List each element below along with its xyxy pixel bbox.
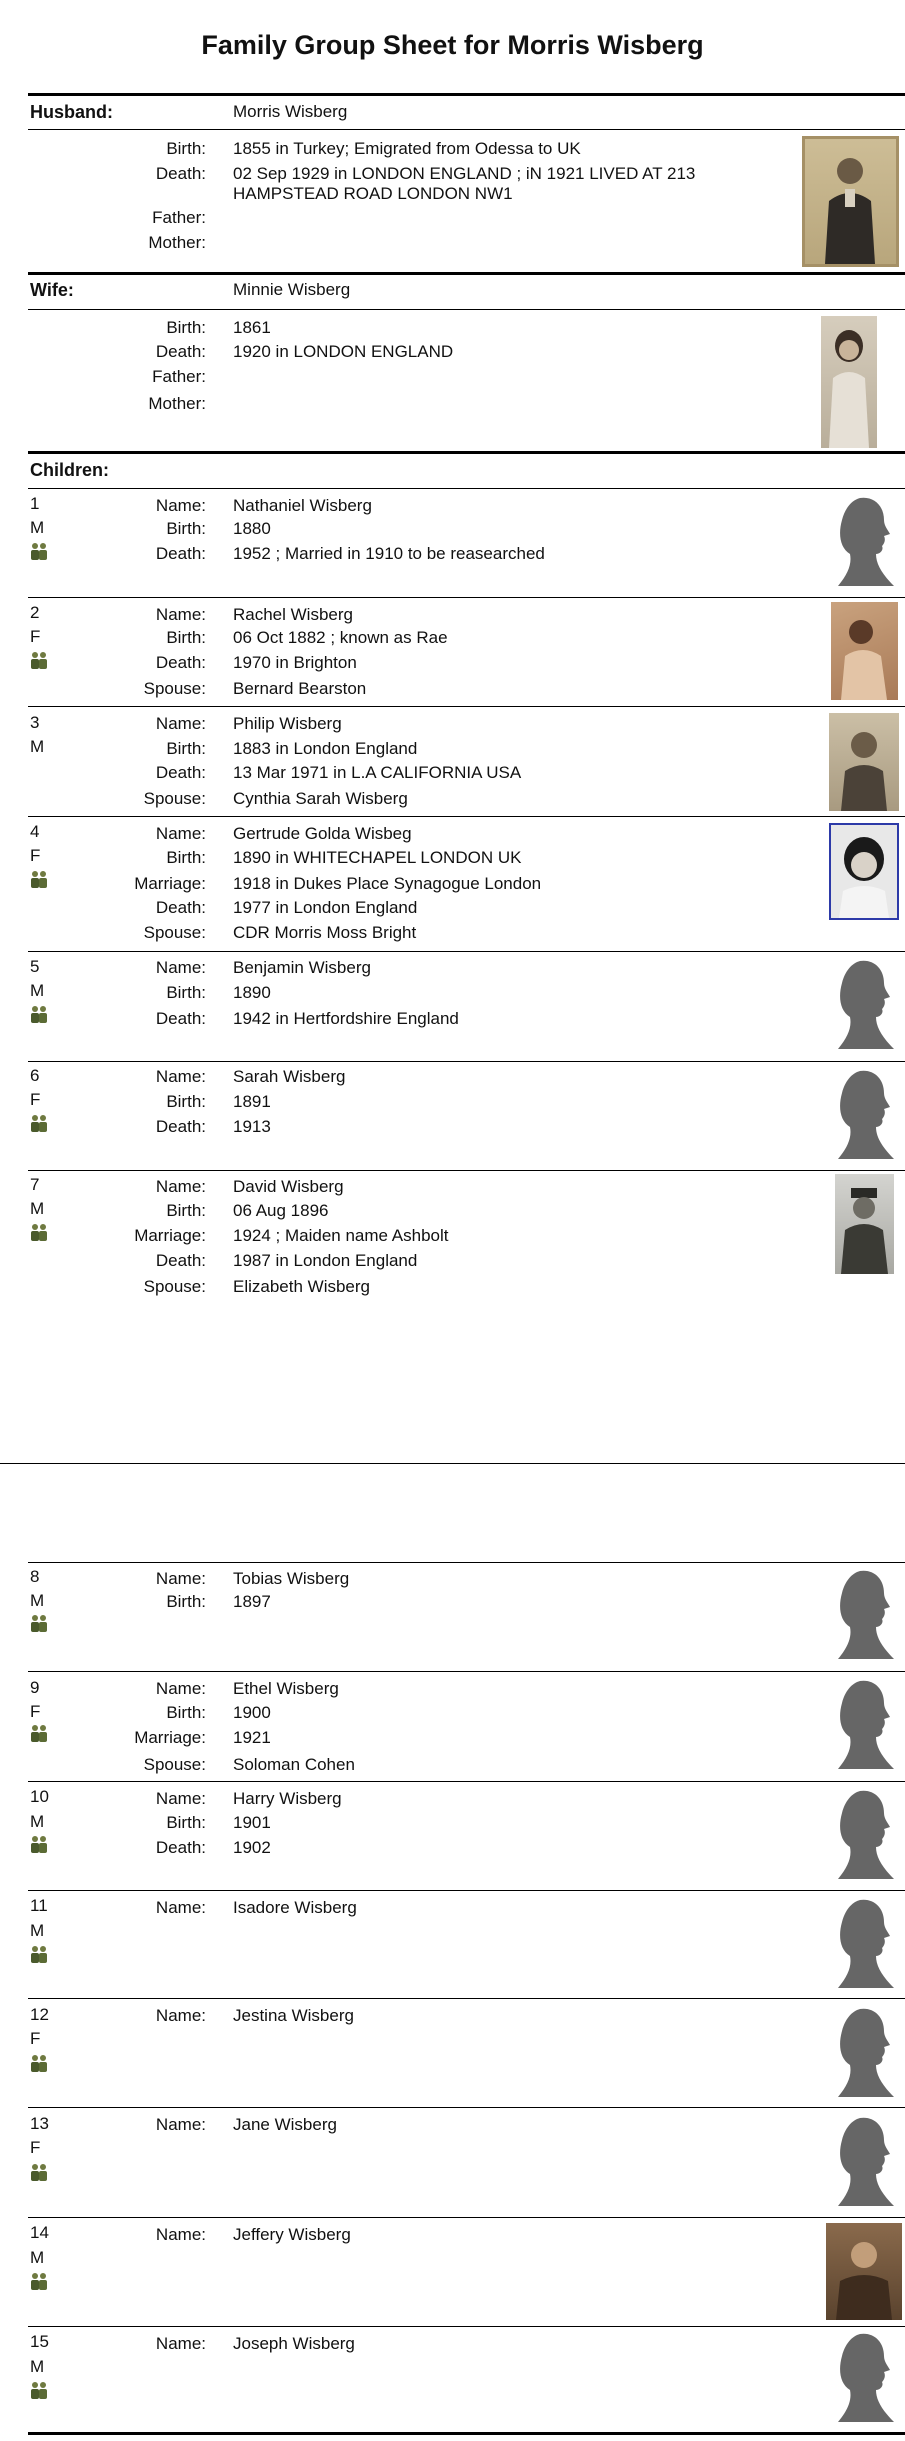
child-birth: 1883 in London England [233, 739, 418, 758]
child-sex: M [30, 2357, 45, 2376]
field-label: Death: [155, 898, 206, 917]
child-name: Isadore Wisberg [233, 1898, 357, 1917]
husband-death-line2: HAMPSTEAD ROAD LONDON NW1 [233, 184, 513, 203]
divider [28, 1170, 905, 1171]
child-name: Rachel Wisberg [233, 605, 353, 624]
field-label: Name: [155, 2006, 206, 2025]
silhouette-icon [832, 1787, 898, 1883]
child-sex: M [30, 981, 45, 1000]
silhouette-icon [832, 1677, 898, 1773]
field-label: Marriage: [134, 1728, 206, 1747]
field-label: Death: [155, 1009, 206, 1028]
children-label: Children: [30, 460, 109, 480]
field-label: Birth: [166, 1813, 206, 1832]
child-birth: 06 Aug 1896 [233, 1201, 329, 1220]
field-label: Spouse: [143, 923, 206, 942]
child-photo [831, 602, 898, 700]
divider [28, 1562, 905, 1563]
divider [28, 1061, 905, 1062]
child-number: 6 [30, 1066, 40, 1085]
child-birth: 1890 [233, 983, 271, 1002]
field-label: Name: [155, 958, 206, 977]
child-birth: 1891 [233, 1092, 271, 1111]
child-death: 13 Mar 1971 in L.A CALIFORNIA USA [233, 763, 522, 782]
silhouette-icon [832, 1067, 898, 1163]
child-death: 1952 ; Married in 1910 to be reasearched [233, 544, 545, 563]
field-label: Name: [155, 1177, 206, 1196]
couple-icon[interactable] [28, 1223, 50, 1241]
field-label: Death: [155, 544, 206, 563]
section-divider [28, 2432, 905, 2435]
divider [28, 816, 905, 817]
field-label: Death: [155, 1117, 206, 1136]
child-name: Ethel Wisberg [233, 1679, 339, 1698]
divider [28, 488, 905, 489]
field-label: Name: [155, 605, 206, 624]
child-sex: M [30, 737, 45, 756]
child-birth: 1900 [233, 1703, 271, 1722]
field-label: Death: [155, 763, 206, 782]
field-label: Death: [155, 342, 206, 361]
child-birth: 06 Oct 1882 ; known as Rae [233, 628, 448, 647]
silhouette-icon [832, 957, 898, 1053]
child-number: 2 [30, 603, 40, 622]
child-spouse: Elizabeth Wisberg [233, 1277, 371, 1296]
divider [28, 1998, 905, 1999]
child-name: Benjamin Wisberg [233, 958, 371, 977]
husband-death-line1: 02 Sep 1929 in LONDON ENGLAND ; iN 1921 LIVED AT 213 [233, 164, 696, 183]
silhouette-icon [832, 1567, 898, 1663]
wife-photo [821, 316, 877, 448]
husband-photo [802, 136, 899, 267]
field-label: Name: [155, 1789, 206, 1808]
field-label: Name: [155, 1067, 206, 1086]
child-sex: M [30, 1812, 45, 1831]
divider [28, 2326, 905, 2327]
field-label: Birth: [166, 848, 206, 867]
field-label: Name: [155, 2334, 206, 2353]
couple-icon[interactable] [28, 870, 50, 888]
child-photo [826, 2223, 902, 2320]
child-number: 9 [30, 1678, 40, 1697]
couple-icon[interactable] [28, 1005, 50, 1023]
page-break [0, 1463, 905, 1464]
field-label: Marriage: [134, 1226, 206, 1245]
section-divider [28, 93, 905, 96]
child-sex: M [30, 2248, 45, 2267]
child-sex: F [30, 2138, 41, 2157]
field-label: Birth: [166, 139, 206, 158]
child-birth: 1897 [233, 1592, 271, 1611]
silhouette-icon [832, 2330, 898, 2426]
wife-label: Wife: [30, 280, 74, 300]
wife-name: Minnie Wisberg [233, 280, 351, 299]
couple-icon[interactable] [28, 2272, 50, 2290]
field-label: Name: [155, 496, 206, 515]
field-label: Birth: [166, 1703, 206, 1722]
child-number: 4 [30, 822, 40, 841]
silhouette-icon [832, 1896, 898, 1992]
wife-death: 1920 in LONDON ENGLAND [233, 342, 454, 361]
silhouette-icon [832, 2005, 898, 2101]
child-sex: F [30, 846, 41, 865]
child-name: Jestina Wisberg [233, 2006, 354, 2025]
husband-label: Husband: [30, 102, 113, 122]
child-sex: F [30, 627, 41, 646]
couple-icon[interactable] [28, 2381, 50, 2399]
child-name: Nathaniel Wisberg [233, 496, 372, 515]
divider [28, 2107, 905, 2108]
child-sex: M [30, 1921, 45, 1940]
field-label: Birth: [166, 983, 206, 1002]
couple-icon[interactable] [28, 1835, 50, 1853]
divider [28, 1671, 905, 1672]
field-label: Birth: [166, 1092, 206, 1111]
field-label: Spouse: [143, 789, 206, 808]
field-label: Name: [155, 2225, 206, 2244]
child-name: Gertrude Golda Wisbeg [233, 824, 412, 843]
couple-icon[interactable] [28, 1114, 50, 1132]
child-number: 5 [30, 957, 40, 976]
field-label: Spouse: [143, 1755, 206, 1774]
child-marriage: 1924 ; Maiden name Ashbolt [233, 1226, 449, 1245]
child-number: 10 [30, 1787, 49, 1806]
child-marriage: 1921 [233, 1728, 271, 1747]
field-label: Birth: [166, 739, 206, 758]
field-label: Spouse: [143, 1277, 206, 1296]
child-spouse: Cynthia Sarah Wisberg [233, 789, 408, 808]
divider [28, 951, 905, 952]
child-name: Harry Wisberg [233, 1789, 342, 1808]
child-sex: F [30, 1090, 41, 1109]
couple-icon[interactable] [28, 1614, 50, 1632]
child-name: David Wisberg [233, 1177, 344, 1196]
field-label: Birth: [166, 318, 206, 337]
child-death: 1913 [233, 1117, 271, 1136]
field-label: Death: [155, 164, 206, 183]
child-spouse: Bernard Bearston [233, 679, 367, 698]
divider [28, 129, 905, 130]
child-name: Sarah Wisberg [233, 1067, 346, 1086]
child-marriage: 1918 in Dukes Place Synagogue London [233, 874, 542, 893]
child-number: 15 [30, 2332, 49, 2351]
couple-icon[interactable] [28, 651, 50, 669]
wife-birth: 1861 [233, 318, 271, 337]
divider [28, 597, 905, 598]
field-label: Name: [155, 1898, 206, 1917]
child-spouse: Soloman Cohen [233, 1755, 355, 1774]
child-name: Philip Wisberg [233, 714, 342, 733]
field-label: Death: [155, 653, 206, 672]
child-sex: M [30, 1199, 45, 1218]
child-number: 3 [30, 713, 40, 732]
child-birth: 1901 [233, 1813, 271, 1832]
field-label: Birth: [166, 1201, 206, 1220]
couple-icon[interactable] [28, 2163, 50, 2181]
field-label: Death: [155, 1251, 206, 1270]
child-name: Tobias Wisberg [233, 1569, 350, 1588]
child-number: 8 [30, 1567, 40, 1586]
child-number: 11 [30, 1896, 48, 1915]
husband-name: Morris Wisberg [233, 102, 348, 121]
field-label: Name: [155, 824, 206, 843]
field-label: Name: [155, 1679, 206, 1698]
divider [28, 2217, 905, 2218]
divider [28, 706, 905, 707]
section-divider [28, 451, 905, 454]
page-title: Family Group Sheet for Morris Wisberg [201, 30, 704, 60]
field-label: Birth: [166, 628, 206, 647]
child-name: Joseph Wisberg [233, 2334, 355, 2353]
field-label: Spouse: [143, 679, 206, 698]
field-label: Mother: [148, 394, 206, 413]
field-label: Name: [155, 1569, 206, 1588]
divider [28, 309, 905, 310]
child-sex: M [30, 518, 45, 537]
field-label: Birth: [166, 1592, 206, 1611]
silhouette-icon [832, 494, 898, 590]
couple-icon[interactable] [28, 542, 50, 560]
divider [28, 1890, 905, 1891]
child-sex: F [30, 2029, 41, 2048]
field-label: Name: [155, 714, 206, 733]
child-death: 1987 in London England [233, 1251, 418, 1270]
child-name: Jane Wisberg [233, 2115, 337, 2134]
field-label: Father: [152, 208, 206, 227]
husband-birth: 1855 in Turkey; Emigrated from Odessa to UK [233, 139, 581, 158]
child-death: 1970 in Brighton [233, 653, 357, 672]
child-sex: F [30, 1702, 41, 1721]
child-sex: M [30, 1591, 45, 1610]
child-name: Jeffery Wisberg [233, 2225, 351, 2244]
divider [28, 1781, 905, 1782]
child-death: 1942 in Hertfordshire England [233, 1009, 459, 1028]
child-number: 1 [30, 494, 40, 513]
child-photo [835, 1174, 894, 1274]
child-number: 12 [30, 2005, 49, 2024]
child-photo [829, 823, 899, 920]
couple-icon[interactable] [28, 2054, 50, 2072]
child-birth: 1890 in WHITECHAPEL LONDON UK [233, 848, 522, 867]
couple-icon[interactable] [28, 1945, 50, 1963]
section-divider [28, 272, 905, 275]
couple-icon[interactable] [28, 1724, 50, 1742]
child-birth: 1880 [233, 519, 271, 538]
field-label: Death: [155, 1838, 206, 1857]
child-number: 14 [30, 2223, 49, 2242]
field-label: Mother: [148, 233, 206, 252]
child-death: 1902 [233, 1838, 271, 1857]
field-label: Father: [152, 367, 206, 386]
silhouette-icon [832, 2114, 898, 2210]
child-photo [829, 713, 899, 811]
field-label: Birth: [166, 519, 206, 538]
field-label: Name: [155, 2115, 206, 2134]
field-label: Marriage: [134, 874, 206, 893]
child-death: 1977 in London England [233, 898, 418, 917]
child-number: 7 [30, 1175, 40, 1194]
child-spouse: CDR Morris Moss Bright [233, 923, 417, 942]
child-number: 13 [30, 2114, 49, 2133]
